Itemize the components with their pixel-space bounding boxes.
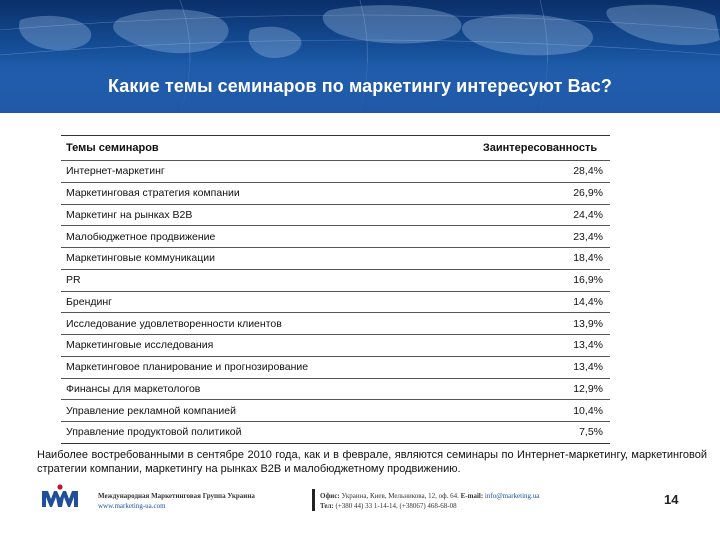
company-logo	[41, 484, 79, 508]
table-row	[61, 225, 610, 247]
topic-cell: Маркетинг на рынках B2B	[66, 208, 193, 221]
table-row	[61, 421, 610, 443]
interest-cell: 12,9%	[573, 382, 603, 395]
slide-title: Какие темы семинаров по маркетингу интересуют Вас?	[108, 76, 612, 96]
office-address: Украина, Киев, Мельникова, 12, оф. 64.	[341, 492, 459, 500]
page-number: 14	[664, 492, 679, 507]
interest-cell: 10,4%	[573, 404, 603, 417]
table-row	[61, 334, 610, 356]
topic-cell: Брендинг	[66, 295, 112, 308]
topic-cell: Исследование удовлетворенности клиентов	[66, 317, 282, 330]
email-link[interactable]: info@marketing.ua	[484, 492, 540, 500]
interest-cell: 13,4%	[573, 339, 603, 352]
topic-cell: PR	[66, 274, 81, 287]
table-header-row	[61, 136, 610, 160]
table-row	[61, 312, 610, 334]
table-row	[61, 291, 610, 313]
table-row	[61, 356, 610, 378]
office-label: Офис:	[320, 492, 340, 500]
table-row	[61, 269, 610, 291]
table-row	[61, 204, 610, 226]
footer-contacts	[320, 491, 539, 511]
table-row	[61, 247, 610, 269]
interest-cell: 24,4%	[573, 208, 603, 221]
phone-numbers: (+380 44) 33 1-14-14, (+38067) 468-68-08	[335, 502, 457, 510]
organization-name: Международная Маркетинговая Группа Украина	[98, 492, 255, 500]
header-interest: Заинтересованность	[482, 142, 598, 154]
topic-cell: Маркетинговое планирование и прогнозирование	[66, 361, 309, 374]
interest-cell: 7,5%	[579, 426, 603, 439]
table-row	[61, 378, 610, 400]
table-row	[61, 399, 610, 421]
seminar-topics-table	[61, 135, 610, 444]
header-topics: Темы семинаров	[66, 142, 159, 154]
email-label: E-mail:	[460, 492, 484, 500]
interest-cell: 23,4%	[573, 230, 603, 243]
table-row	[61, 182, 610, 204]
topic-cell: Управление рекламной компанией	[66, 404, 236, 417]
topic-cell: Маркетинговая стратегия компании	[66, 187, 240, 200]
footer-divider	[312, 489, 315, 511]
topic-cell: Управление продуктовой политикой	[66, 426, 242, 439]
interest-cell: 13,4%	[573, 361, 603, 374]
phone-label: Тел:	[320, 502, 334, 510]
interest-cell: 14,4%	[573, 295, 603, 308]
interest-cell: 26,9%	[573, 187, 603, 200]
topic-cell: Маркетинговые коммуникации	[66, 252, 215, 265]
table-row	[61, 160, 610, 182]
topic-cell: Интернет-маркетинг	[66, 165, 165, 178]
interest-cell: 28,4%	[573, 165, 603, 178]
summary-note: Наиболее востребованными в сентябре 2010 года, как и в феврале, являются семинары по Интернет-маркетингу, маркетинговой стратегии компании, маркетингу на рынках B2B и малобюджетному продвижению.	[37, 449, 707, 475]
topic-cell: Малобюджетное продвижение	[66, 230, 216, 243]
interest-cell: 18,4%	[573, 252, 603, 265]
interest-cell: 16,9%	[573, 274, 603, 287]
footer-organization	[98, 491, 255, 511]
interest-cell: 13,9%	[573, 317, 603, 330]
website-link[interactable]: www.marketing-ua.com	[98, 502, 166, 510]
topic-cell: Финансы для маркетологов	[66, 382, 201, 395]
topic-cell: Маркетинговые исследования	[66, 339, 214, 352]
